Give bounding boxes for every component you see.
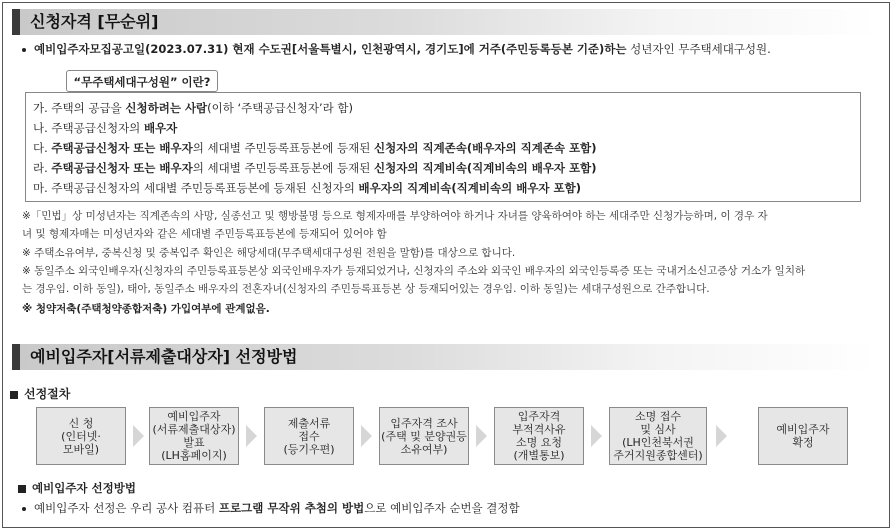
definition-item — [33, 140, 597, 156]
note-line: ※「민법」상 미성년자는 직계존속의 사망, 실종선고 및 행방불명 등으로 형제자매를 부양하여야 하거나 자녀를 양육하여야 하는 세대주만 신청가능하며, 이 경우 자 — [22, 210, 768, 222]
definition-tag: “무주택세대구성원” 이란? — [66, 70, 218, 92]
step-box — [379, 407, 469, 465]
note-line: 녀 및 형제자매는 미성년자와 같은 세대별 주민등록표등본에 등재되어 있어야 함 — [22, 228, 387, 240]
step-label: 입주자격 조사 (주택 및 분양권등 소유여부) — [381, 416, 467, 456]
arrow-right-icon — [476, 425, 487, 447]
note-bold-line: ※ 청약저축(주택청약종합저축) 가입여부에 관계없음. — [22, 303, 270, 315]
section-header-bar — [12, 344, 20, 370]
definition-bold: 신청하려는 사람 — [125, 101, 208, 115]
subsection-procedure — [10, 385, 70, 402]
bullet-dot — [22, 48, 26, 52]
definition-bold: 배우자의 직계비속(직계비속의 배우자 포함) — [358, 181, 582, 195]
eligibility-text: 성년자인 무주택세대구성원. — [626, 42, 771, 56]
definition-bold: 배우자 — [143, 121, 178, 135]
method-text: 으로 예비입주자 순번을 결정함 — [364, 501, 520, 515]
method-text: 예비입주자 선정은 우리 공사 컴퓨터 — [34, 501, 219, 515]
subsection-method — [18, 480, 136, 496]
definition-item — [33, 160, 597, 176]
section-title: 예비입주자[서류제출대상자] 선정방법 — [20, 344, 878, 370]
step-box — [609, 407, 707, 465]
definition-text: 다. — [33, 141, 52, 155]
definition-text: 의 세대별 주민등록표등본에 등재된 — [192, 161, 375, 175]
section-header-selection — [12, 344, 878, 370]
step-box — [36, 407, 126, 465]
section-header-bar — [12, 9, 20, 35]
step-label: 예비입주자 (서류제출대상자) 발표 (LH홈페이지) — [152, 410, 236, 462]
arrow-right-icon — [716, 425, 727, 447]
square-bullet-icon — [10, 391, 18, 399]
step-box — [264, 407, 354, 465]
step-label: 입주자격 부적격사유 소명 요청 (개별통보) — [512, 410, 566, 462]
arrow-right-icon — [246, 425, 257, 447]
step-box — [149, 407, 239, 465]
subsection-title: 예비입주자 선정방법 — [32, 481, 136, 495]
step-label: 예비입주자 확정 — [776, 423, 830, 449]
definition-text: 마. 주택공급신청자의 세대별 주민등록표등본에 등재된 신청자의 — [33, 181, 359, 195]
definition-bold: 주택공급신청자 또는 배우자 — [51, 141, 193, 155]
step-label: 소명 접수 및 심사 (LH인천북서권 주거지원종합센터) — [613, 410, 703, 462]
step-box — [494, 407, 584, 465]
bullet-dot — [22, 507, 26, 511]
arrow-right-icon — [133, 425, 144, 447]
eligibility-bold-text: 예비입주자모집공고일(2023.07.31) 현재 수도권[서울특별시, 인천광역시, 경기도]에 거주(주민등록등본 기준)하는 — [34, 42, 627, 56]
definition-bold: 주택공급신청자 또는 배우자 — [51, 161, 193, 175]
definition-item — [33, 120, 177, 136]
definition-text: 라. — [33, 161, 52, 175]
note-line: 는 경우임. 이하 동일), 태아, 동일주소 배우자의 전혼자녀(신청자의 주민등록표등본 상 등재되어있는 경우임. 이하 동일)는 세대구성원으로 간주합니다. — [22, 283, 710, 295]
note-line: ※ 주택소유여부, 중복신청 및 중복입주 확인은 해당세대(무주택세대구성원 전원을 말함)를 대상으로 합니다. — [22, 247, 516, 259]
arrow-right-icon — [591, 425, 602, 447]
definition-bold: 신청자의 직계비속(직계비속의 배우자 포함) — [374, 161, 597, 175]
definition-item — [33, 100, 353, 116]
method-bullet — [22, 500, 520, 516]
method-bold: 프로그램 무작위 추첨의 방법 — [218, 501, 365, 515]
definition-text: 의 세대별 주민등록표등본에 등재된 — [192, 141, 375, 155]
step-box — [758, 407, 848, 465]
section-title: 신청자격 [무순위] — [20, 9, 878, 35]
step-label: 신 청 (인터넷· 모바일) — [61, 416, 101, 456]
step-label: 제출서류 접수 (등기우편) — [283, 416, 335, 456]
section-header-eligibility — [12, 9, 878, 35]
definition-bold: 신청자의 직계존속(배우자의 직계존속 포함) — [374, 141, 597, 155]
definition-text: 가. 주택의 공급을 — [33, 101, 126, 115]
definition-text: (이하 ‘주택공급신청자’라 함) — [207, 101, 353, 115]
eligibility-bullet — [22, 41, 771, 57]
definition-item — [33, 180, 581, 196]
definition-text: 나. 주택공급신청자의 — [33, 121, 144, 135]
note-line: ※ 동일주소 외국인배우자(신청자의 주민등록표등본상 외국인배우자가 등재되었거나, 신청자의 주소와 외국인 배우자의 외국인등록증 또는 국내거소신고증상 거소가 일치하 — [22, 265, 806, 277]
square-bullet-icon — [18, 485, 26, 493]
arrow-right-icon — [361, 425, 372, 447]
subsection-title: 선정절차 — [24, 387, 71, 401]
